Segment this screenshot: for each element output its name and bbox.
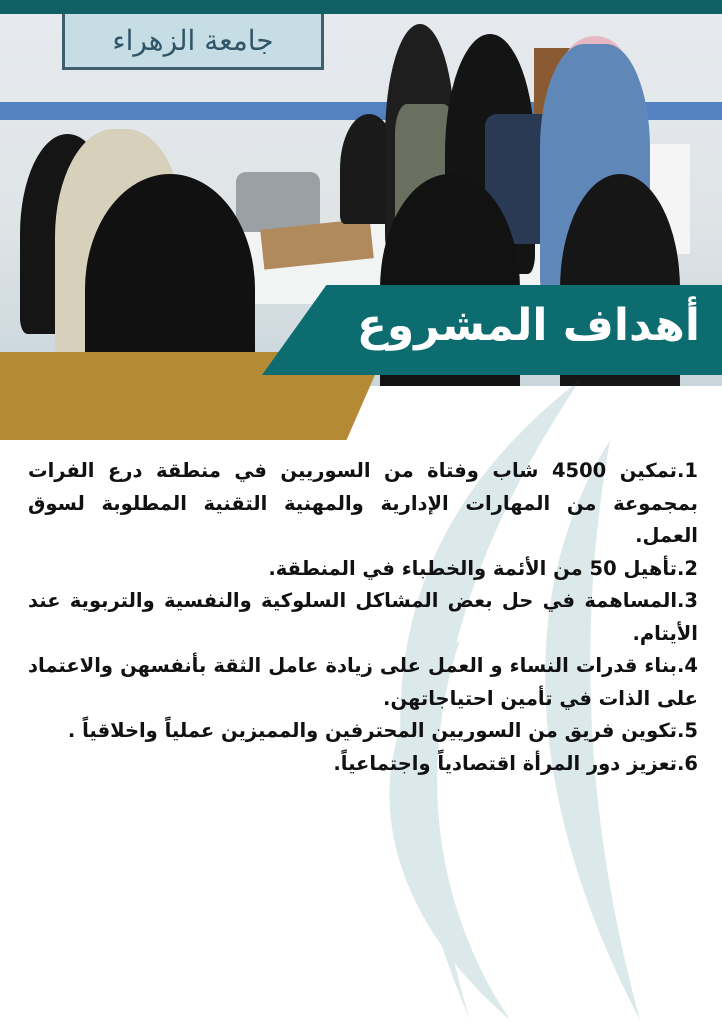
- wall-sign-text: جامعة الزهراء: [112, 24, 274, 57]
- goals-list: [28, 455, 698, 780]
- top-bar: [0, 0, 722, 14]
- goal-item: 4.بناء قدرات النساء و العمل على زيادة عامل الثقة بأنفسهن والاعتماد على الذات في تأمين احتياجاتهن.: [28, 654, 698, 710]
- page-title: أهداف المشروع: [356, 300, 700, 351]
- goal-item: 5.تكوين فريق من السوريين المحترفين والمميزين عملياً واخلاقياً .: [67, 719, 698, 742]
- wall-sign: [62, 14, 324, 70]
- goal-item: 6.تعزيز دور المرأة اقتصادياً واجتماعياً.: [333, 751, 698, 775]
- goal-item: 2.تأهيل 50 من الأئمة والخطباء في المنطقة.: [268, 556, 698, 580]
- handbag: [236, 172, 320, 232]
- goal-item: 3.المساهمة في حل بعض المشاكل السلوكية والنفسية والتربوية عند الأيتام.: [28, 589, 698, 645]
- goal-item: 1.تمكين 4500 شاب وفتاة من السوريين في منطقة درع الفرات بمجموعة من المهارات الإدارية والمهنية التقنية المطلوبة لسوق العمل.: [28, 459, 698, 547]
